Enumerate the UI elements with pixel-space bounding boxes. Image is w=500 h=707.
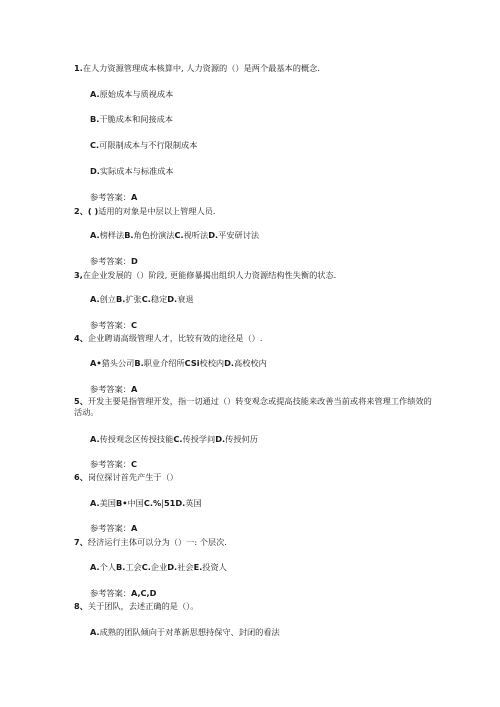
question-7: [74, 537, 227, 548]
question-text: 开发主要是指管理开发，指一切通过（）转变观念或提高技能来改善当前或将来管理工作绩效的活动。: [74, 396, 432, 417]
options-line: A.榜样法B.角色扮演法C.视听法D.平安研讨法: [90, 230, 260, 240]
question-text: 岗位探讨首先产生于（）: [87, 472, 178, 482]
answer-4: 参考答案：A: [90, 384, 138, 394]
answer-7: 参考答案：A,C,D: [90, 588, 157, 598]
question-number: 4、: [74, 333, 88, 343]
question-number: 1.: [74, 63, 83, 73]
options-line: A.创立B.扩张C.稳定D.衰退: [90, 294, 194, 304]
question-text: 关于团队，去述正确的是（）。: [87, 601, 199, 611]
option-a: A.成熟的团队倾向于对革新思想持保守、封闭的看法: [90, 627, 280, 637]
question-text: 在企业发展的（）阶段, 更能修暴揭出组织人力资源结构性失衡的状态.: [82, 270, 337, 280]
question-3: [74, 270, 336, 281]
question-text: 在人力资源管理成本核算中, 人力资源的（）是两个最基本的概念.: [82, 63, 320, 73]
question-8: [74, 601, 198, 612]
answer-5: 参考答案：C: [90, 459, 137, 469]
options-line: A.个人B.工会C.企业D.社会E.投资人: [90, 562, 227, 572]
answer-6: 参考答案：A: [90, 523, 138, 533]
answer-3: 参考答案：C: [90, 320, 137, 330]
question-number: 3,: [74, 270, 83, 280]
question-5: [74, 396, 434, 418]
options-line: A•猎头公司B.职业介绍所CSi校校内D.高校校内: [90, 358, 267, 368]
answer-1: 参考答案：A: [90, 192, 138, 202]
question-1: [74, 63, 320, 74]
option-b: B.干脆成本和间接成本: [90, 114, 174, 124]
option-c: C.可限制成本与不行限制成本: [90, 140, 198, 150]
question-text: 适用的对象是中层以上管理人员.: [98, 206, 216, 216]
question-number: 5、: [74, 396, 88, 406]
option-a: A.原始成本与质视成本: [90, 89, 174, 99]
question-4: [74, 333, 262, 344]
question-2: 2、( )适用的对象是中层以上管理人员.: [74, 206, 216, 216]
options-line: A.美国B•中国C.%|51D.英国: [90, 498, 202, 508]
question-6: [74, 472, 178, 483]
answer-2: 参考答案：D: [90, 256, 138, 266]
question-number: 7、: [74, 537, 88, 547]
options-line: A.传授观念区传授技能C.传授学问D.传授何历: [90, 434, 258, 444]
question-text: 经济运行主体可以分为（）一: 个层次.: [87, 537, 227, 547]
question-number: 8、: [74, 601, 88, 611]
option-d: D.实际成本与标准成本: [90, 166, 174, 176]
question-number: 6、: [74, 472, 88, 482]
question-text: 企业聘请高级管理人才，比较有效的途径是（）.: [87, 333, 263, 343]
question-number: 2、: [74, 206, 88, 216]
